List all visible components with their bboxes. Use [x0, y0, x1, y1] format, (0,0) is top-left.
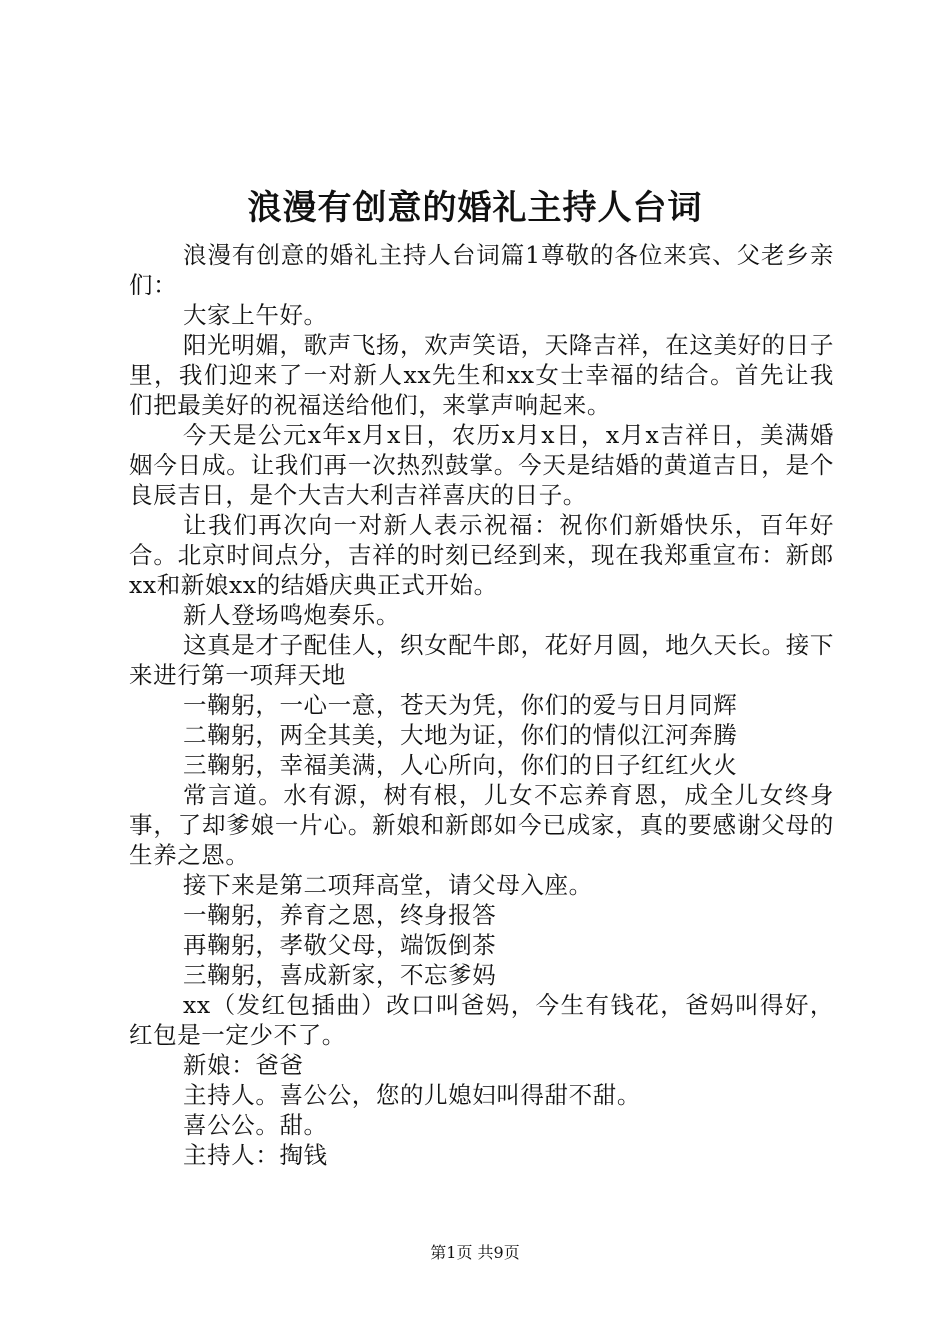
document-body: [129, 240, 834, 1170]
paragraph: xx（发红包插曲）改口叫爸妈，今生有钱花，爸妈叫得好，红包是一定少不了。: [129, 991, 834, 1049]
paragraph: 阳光明媚，歌声飞扬，欢声笑语，天降吉祥，在这美好的日子里，我们迎来了一对新人xx先生和xx女士幸福的结合。首先让我们把最美好的祝福送给他们，来掌声响起来。: [129, 331, 834, 419]
paragraph: 一鞠躬，一心一意，苍天为凭，你们的爱与日月同辉: [183, 691, 738, 719]
paragraph: 喜公公。甜。: [183, 1111, 328, 1139]
paragraph: 浪漫有创意的婚礼主持人台词篇1尊敬的各位来宾、父老乡亲们：: [129, 241, 834, 299]
paragraph: 主持人：掏钱: [183, 1141, 328, 1169]
page-number-footer: 第1页 共9页: [430, 1243, 520, 1262]
paragraph: 常言道。水有源，树有根，儿女不忘养育恩，成全儿女终身事，了却爹娘一片心。新娘和新郎如今已成家，真的要感谢父母的生养之恩。: [129, 781, 834, 869]
paragraph: 再鞠躬，孝敬父母，端饭倒茶: [183, 931, 497, 959]
paragraph: 新人登场鸣炮奏乐。: [183, 601, 400, 629]
paragraph: 一鞠躬，养育之恩，终身报答: [183, 901, 497, 929]
paragraph: 这真是才子配佳人，织女配牛郎，花好月圆，地久天长。接下来进行第一项拜天地: [129, 631, 834, 689]
paragraph: 三鞠躬，喜成新家，不忘爹妈: [183, 961, 497, 989]
paragraph: 大家上午好。: [183, 301, 328, 329]
paragraph: 三鞠躬，幸福美满，人心所向，你们的日子红红火火: [183, 751, 738, 779]
paragraph: 主持人。喜公公，您的儿媳妇叫得甜不甜。: [183, 1081, 641, 1109]
paragraph: 今天是公元x年x月x日，农历x月x日，x月x吉祥日，美满婚姻今日成。让我们再一次热烈鼓掌。今天是结婚的黄道吉日，是个良辰吉日，是个大吉大利吉祥喜庆的日子。: [129, 421, 834, 509]
paragraph: 二鞠躬，两全其美，大地为证，你们的情似江河奔腾: [183, 721, 738, 749]
paragraph: 新娘：爸爸: [183, 1051, 304, 1079]
paragraph: 让我们再次向一对新人表示祝福：祝你们新婚快乐，百年好合。北京时间点分，吉祥的时刻已经到来，现在我郑重宣布：新郎xx和新娘xx的结婚庆典正式开始。: [129, 511, 834, 599]
document-title: 浪漫有创意的婚礼主持人台词: [247, 188, 703, 228]
paragraph: 接下来是第二项拜高堂，请父母入座。: [183, 871, 593, 899]
